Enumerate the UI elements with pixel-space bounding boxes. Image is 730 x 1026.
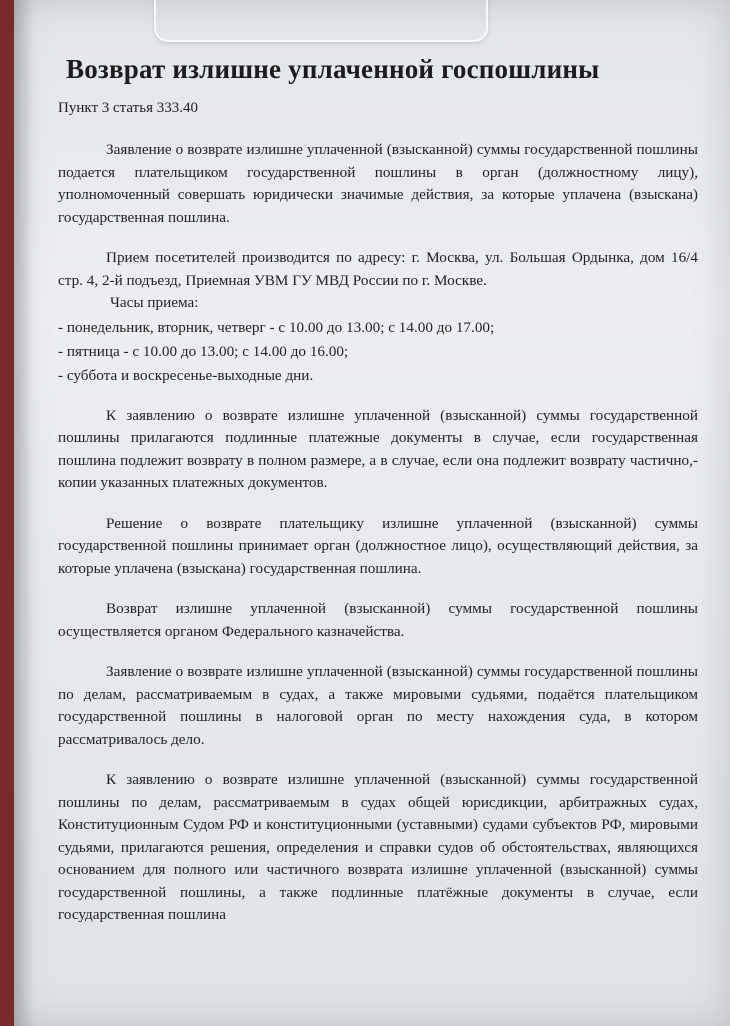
document-title: Возврат излишне уплаченной госпошлины	[66, 54, 600, 84]
hours-item-weekend: - суббота и воскресенье-выходные дни.	[58, 366, 314, 384]
paragraph-address: Прием посетителей производится по адресу: г. Москва, ул. Большая Ордынка, дом 16/4 стр. 4, 2-й подъезд, Приемная УВМ ГУ МВД России по г. Москве.	[58, 249, 698, 289]
notice-sheet	[14, 0, 730, 1026]
hours-title: Часы приема:	[110, 294, 199, 311]
paragraph-documents: К заявлению о возврате излишне уплаченной (взысканной) суммы государственной пошлины прилагаются подлинные платежные документы в случае, если государственная пошлина подлежит возврату в полном размере, а в случае, если она подлежит возврату частично,- копии указанных платежных документов.	[58, 406, 698, 491]
hours-list	[58, 317, 698, 387]
hours-item-friday: - пятница - с 10.00 до 13.00; с 14.00 до 16.00;	[58, 342, 349, 360]
document-body	[58, 54, 698, 945]
paragraph-application: Заявление о возврате излишне уплаченной (взысканной) суммы государственной пошлины подается плательщиком государственной пошлины в орган (должностному лицу), уполномоченный совершать юридически значимые действия, за которые уплачена (взыскана) государственная пошлина.	[58, 141, 698, 226]
paragraph-treasury: Возврат излишне уплаченной (взысканной) суммы государственной пошлины осуществляется органом Федерального казначейства.	[58, 600, 698, 640]
legal-reference: Пункт 3 статья 333.40	[58, 99, 198, 116]
paragraph-court-documents: К заявлению о возврате излишне уплаченной (взысканной) суммы государственной пошлины по делам, рассматриваемым в судах общей юрисдикции, арбитражных судах, Конституционным Судом РФ и конституционными (уставными) судами субъектов РФ, мировыми судьями, прилагаются решения, определения и справки судов об обстоятельствах, являющихся основанием для полного или частичного возврата излишне уплаченной (взысканной) суммы государственной пошлины, а также подлинные платёжные документы в случае, если государственная пошлина	[58, 771, 698, 923]
plastic-sleeve-tab	[154, 0, 488, 42]
paragraph-decision: Решение о возврате плательщику излишне уплаченной (взысканной) суммы государственной пошлины принимает орган (должностное лицо), осуществляющий действия, за которые уплачена (взыскана) государственная пошлина.	[58, 514, 698, 577]
paragraph-courts: Заявление о возврате излишне уплаченной (взысканной) суммы государственной пошлины по делам, рассматриваемым в судах, а также мировыми судьями, подаётся плательщиком государственной пошлины в налоговой орган по месту нахождения суда, в котором рассматривалось дело.	[58, 663, 698, 748]
hours-item-weekdays: - понедельник, вторник, четверг - с 10.00 до 13.00; с 14.00 до 17.00;	[58, 318, 495, 336]
reception-block	[58, 247, 698, 387]
